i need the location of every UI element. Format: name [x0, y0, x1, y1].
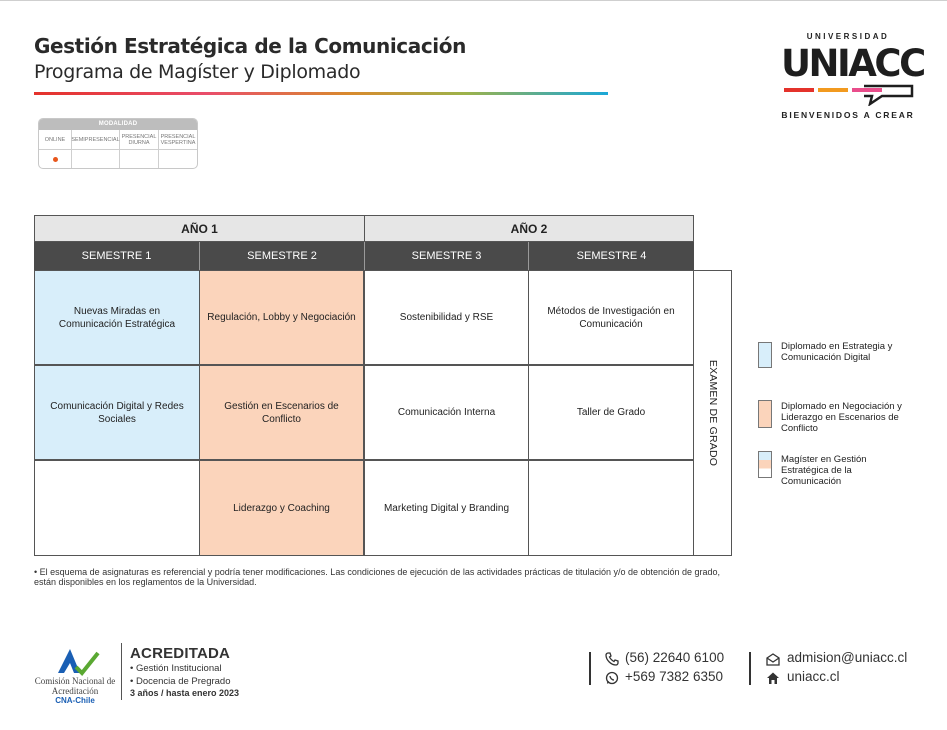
- course-cell: Marketing Digital y Branding: [364, 460, 529, 556]
- course-cell: Sostenibilidad y RSE: [364, 270, 529, 365]
- top-rule: [0, 0, 947, 1]
- modalidad-empty-cell: [72, 150, 120, 168]
- contact-whatsapp[interactable]: +569 7382 6350: [625, 669, 723, 684]
- contact-email[interactable]: admision@uniacc.cl: [787, 650, 908, 665]
- course-cell: Taller de Grado: [528, 365, 694, 460]
- footer-divider: [121, 643, 122, 700]
- legend-label: Diplomado en Estrategia y Comunicación Digital: [781, 341, 893, 363]
- course-cell: Comunicación Interna: [364, 365, 529, 460]
- page-title: Gestión Estratégica de la Comunicación: [34, 34, 466, 58]
- accreditation-status: ACREDITADA: [130, 645, 231, 662]
- cna-agency-name: Comisión Nacional de Acreditación: [34, 676, 116, 696]
- logo-wordmark: UNIACC: [781, 42, 924, 85]
- contact-web[interactable]: uniacc.cl: [787, 669, 840, 684]
- contact-divider: [749, 652, 751, 685]
- modalidad-online-cell: [39, 150, 72, 168]
- semester-header: SEMESTRE 4: [529, 242, 694, 270]
- modalidad-option: SEMIPRESENCIAL: [72, 130, 120, 149]
- speech-bubble-icon: [862, 84, 914, 106]
- course-cell: Métodos de Investigación en Comunicación: [528, 270, 694, 365]
- selected-dot-icon: [53, 157, 58, 162]
- cna-brand: CNA-Chile: [55, 696, 95, 705]
- modalidad-title: MODALIDAD: [39, 119, 197, 130]
- modalidad-empty-cell: [159, 150, 197, 168]
- exam-label: EXAMEN DE GRADO: [706, 359, 719, 467]
- course-cell: Nuevas Miradas en Comunicación Estratégica: [34, 270, 200, 365]
- phone-icon: [605, 652, 619, 666]
- modalidad-option: PRESENCIAL VESPERTINA: [160, 133, 196, 146]
- modalidad-option: ONLINE: [39, 130, 72, 149]
- course-cell-empty: [528, 460, 694, 556]
- accreditation-item: • Docencia de Pregrado: [130, 676, 231, 687]
- year-header: AÑO 2: [364, 215, 694, 242]
- legend-label: Diplomado en Negociación y Liderazgo en Escenarios de Conflicto: [781, 401, 902, 434]
- legend-swatch-negociacion: [758, 400, 772, 428]
- home-icon: [766, 671, 780, 685]
- accreditation-duration: 3 años / hasta enero 2023: [130, 688, 240, 698]
- modalidad-table: [38, 118, 198, 169]
- logo-stripe-orange: [818, 88, 848, 92]
- logo-top-text: UNIVERSIDAD: [806, 32, 890, 41]
- semester-header: SEMESTRE 1: [34, 242, 200, 270]
- cna-agency: [30, 676, 120, 706]
- contact-divider: [589, 652, 591, 685]
- accreditation-item: • Gestión Institucional: [130, 663, 222, 674]
- course-cell: Comunicación Digital y Redes Sociales: [34, 365, 200, 460]
- course-cell-empty: [34, 460, 200, 556]
- logo-tagline: BIENVENIDOS A CREAR: [781, 110, 915, 120]
- footnote: • El esquema de asignaturas es referencial y podría tener modificaciones. Las condiciones de ejecución de las actividades prácticas de titulación y/o de obtención de grado, están disponibles en los reglamentos de la Universidad.: [34, 567, 721, 587]
- gradient-divider: [34, 92, 608, 95]
- exam-column: [693, 270, 732, 556]
- semester-header: SEMESTRE 2: [200, 242, 365, 270]
- whatsapp-icon: [605, 671, 619, 685]
- legend-label: Magíster en Gestión Estratégica de la Comunicación: [781, 454, 867, 487]
- email-icon: [766, 652, 780, 666]
- modalidad-option: PRESENCIAL DIURNA: [120, 130, 159, 149]
- course-cell: Regulación, Lobby y Negociación: [199, 270, 364, 365]
- legend-swatch-magister: [758, 451, 772, 478]
- legend-swatch-digital: [758, 342, 772, 368]
- modalidad-empty-cell: [120, 150, 159, 168]
- semester-header: SEMESTRE 3: [365, 242, 529, 270]
- course-cell: Gestión en Escenarios de Conflicto: [199, 365, 364, 460]
- year-header: AÑO 1: [34, 215, 365, 242]
- logo-stripe-red: [784, 88, 814, 92]
- page-subtitle: Programa de Magíster y Diplomado: [34, 61, 361, 83]
- contact-phone[interactable]: (56) 22640 6100: [625, 650, 725, 665]
- course-cell: Liderazgo y Coaching: [199, 460, 364, 556]
- uniacc-logo: [778, 32, 924, 122]
